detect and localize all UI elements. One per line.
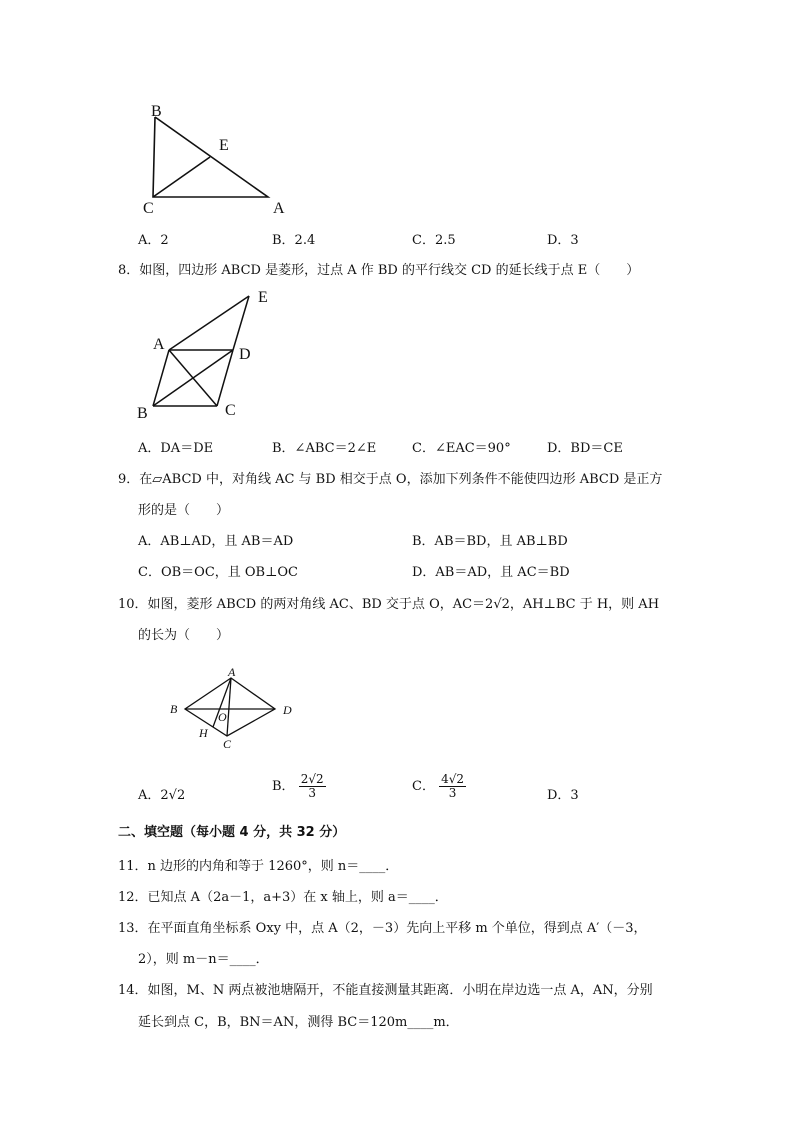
- q9-stem-line1: 9．在▱ABCD 中，对角线 AC 与 BD 相交于点 O，添加下列条件不能使四边形 ABCD 是正方: [118, 472, 663, 487]
- label-b: B: [151, 103, 162, 120]
- label-c: C: [143, 200, 154, 217]
- q14-line2: 延长到点 C，B，BN＝AN，测得 BC＝120m____m．: [138, 1015, 459, 1030]
- label-a: A: [273, 200, 285, 217]
- label-e: E: [258, 289, 268, 306]
- fraction-denominator: 3: [448, 786, 457, 801]
- label-e: E: [219, 137, 229, 154]
- q10-option-c-fraction: [439, 773, 466, 800]
- fraction-denominator: 3: [308, 786, 316, 801]
- label-c: C: [223, 737, 232, 751]
- q12-text: 12．已知点 A（2a－1，a+3）在 x 轴上，则 a＝____．: [118, 890, 448, 905]
- label-a: A: [228, 665, 236, 679]
- q10-stem-line2: 的长为（ ）: [138, 628, 230, 643]
- q10-option-b-fraction: [299, 773, 326, 800]
- q9-stem-line2: 形的是（ ）: [138, 503, 230, 518]
- figure-q7-triangle: [135, 95, 305, 220]
- section-title: 二、填空题（每小题 4 分，共 32 分）: [118, 825, 346, 840]
- q9-option-d: D．AB＝AD，且 AC＝BD: [412, 565, 570, 580]
- q10-option-c-label: C．: [412, 779, 435, 795]
- segment-ae: [169, 296, 249, 350]
- q10-option-a: A．2√2: [138, 788, 186, 803]
- label-b: B: [170, 702, 178, 716]
- q7-option-d: D．3: [547, 233, 579, 248]
- q7-option-c: C．2.5: [412, 233, 456, 248]
- label-a: A: [153, 336, 165, 353]
- q8-option-a: A．DA＝DE: [138, 441, 214, 456]
- q13-line1: 13．在平面直角坐标系 Oxy 中，点 A（2，－3）先向上平移 m 个单位，得到点 A′（－3，: [118, 921, 647, 936]
- q10-option-b-label: B．: [272, 779, 295, 795]
- q10-option-b: [272, 773, 326, 800]
- q8-stem: 8．如图，四边形 ABCD 是菱形，过点 A 作 BD 的平行线交 CD 的延长线于点 E（ ）: [118, 263, 640, 278]
- q9-option-c: C．OB＝OC，且 OB⊥OC: [138, 565, 298, 580]
- figure-q8-rhombus: [135, 282, 285, 422]
- label-h: H: [199, 726, 208, 740]
- q13-line2: 2），则 m－n＝____．: [138, 952, 269, 967]
- label-b: B: [137, 405, 148, 422]
- fraction-numerator: 4√2: [441, 772, 465, 786]
- label-c: C: [225, 402, 236, 419]
- q11-text: 11．n 边形的内角和等于 1260°，则 n＝____．: [118, 859, 399, 874]
- q8-option-b: B．∠ABC＝2∠E: [272, 441, 377, 456]
- q9-option-a: A．AB⊥AD，且 AB＝AD: [138, 534, 294, 549]
- figure-q10-rhombus: [165, 664, 305, 754]
- q8-option-d: D．BD＝CE: [547, 441, 623, 456]
- segment-ce: [153, 157, 210, 197]
- label-o: O: [218, 710, 227, 724]
- q10-stem-line1: 10．如图，菱形 ABCD 的两对角线 AC、BD 交于点 O，AC＝2√2，AH⊥BC 于 H，则 AH: [118, 597, 660, 612]
- q8-option-c: C．∠EAC＝90°: [412, 441, 511, 456]
- q10-option-d: D．3: [547, 788, 579, 803]
- segment-dc: [217, 350, 233, 406]
- q10-option-c: [412, 773, 466, 800]
- label-d: D: [239, 346, 251, 363]
- label-d: D: [283, 703, 292, 717]
- fraction-numerator: 2√2: [300, 772, 324, 786]
- q7-option-a: A．2: [138, 233, 169, 248]
- q14-line1: 14．如图，M、N 两点被池塘隔开，不能直接测量其距离．小明在岸边选一点 A，AN，分别: [118, 983, 653, 998]
- segment-ab: [153, 350, 169, 406]
- q7-option-b: B．2.4: [272, 233, 316, 248]
- diagonal-bd: [153, 350, 233, 406]
- segment-ed: [233, 296, 249, 350]
- q9-option-b: B．AB＝BD，且 AB⊥BD: [412, 534, 568, 549]
